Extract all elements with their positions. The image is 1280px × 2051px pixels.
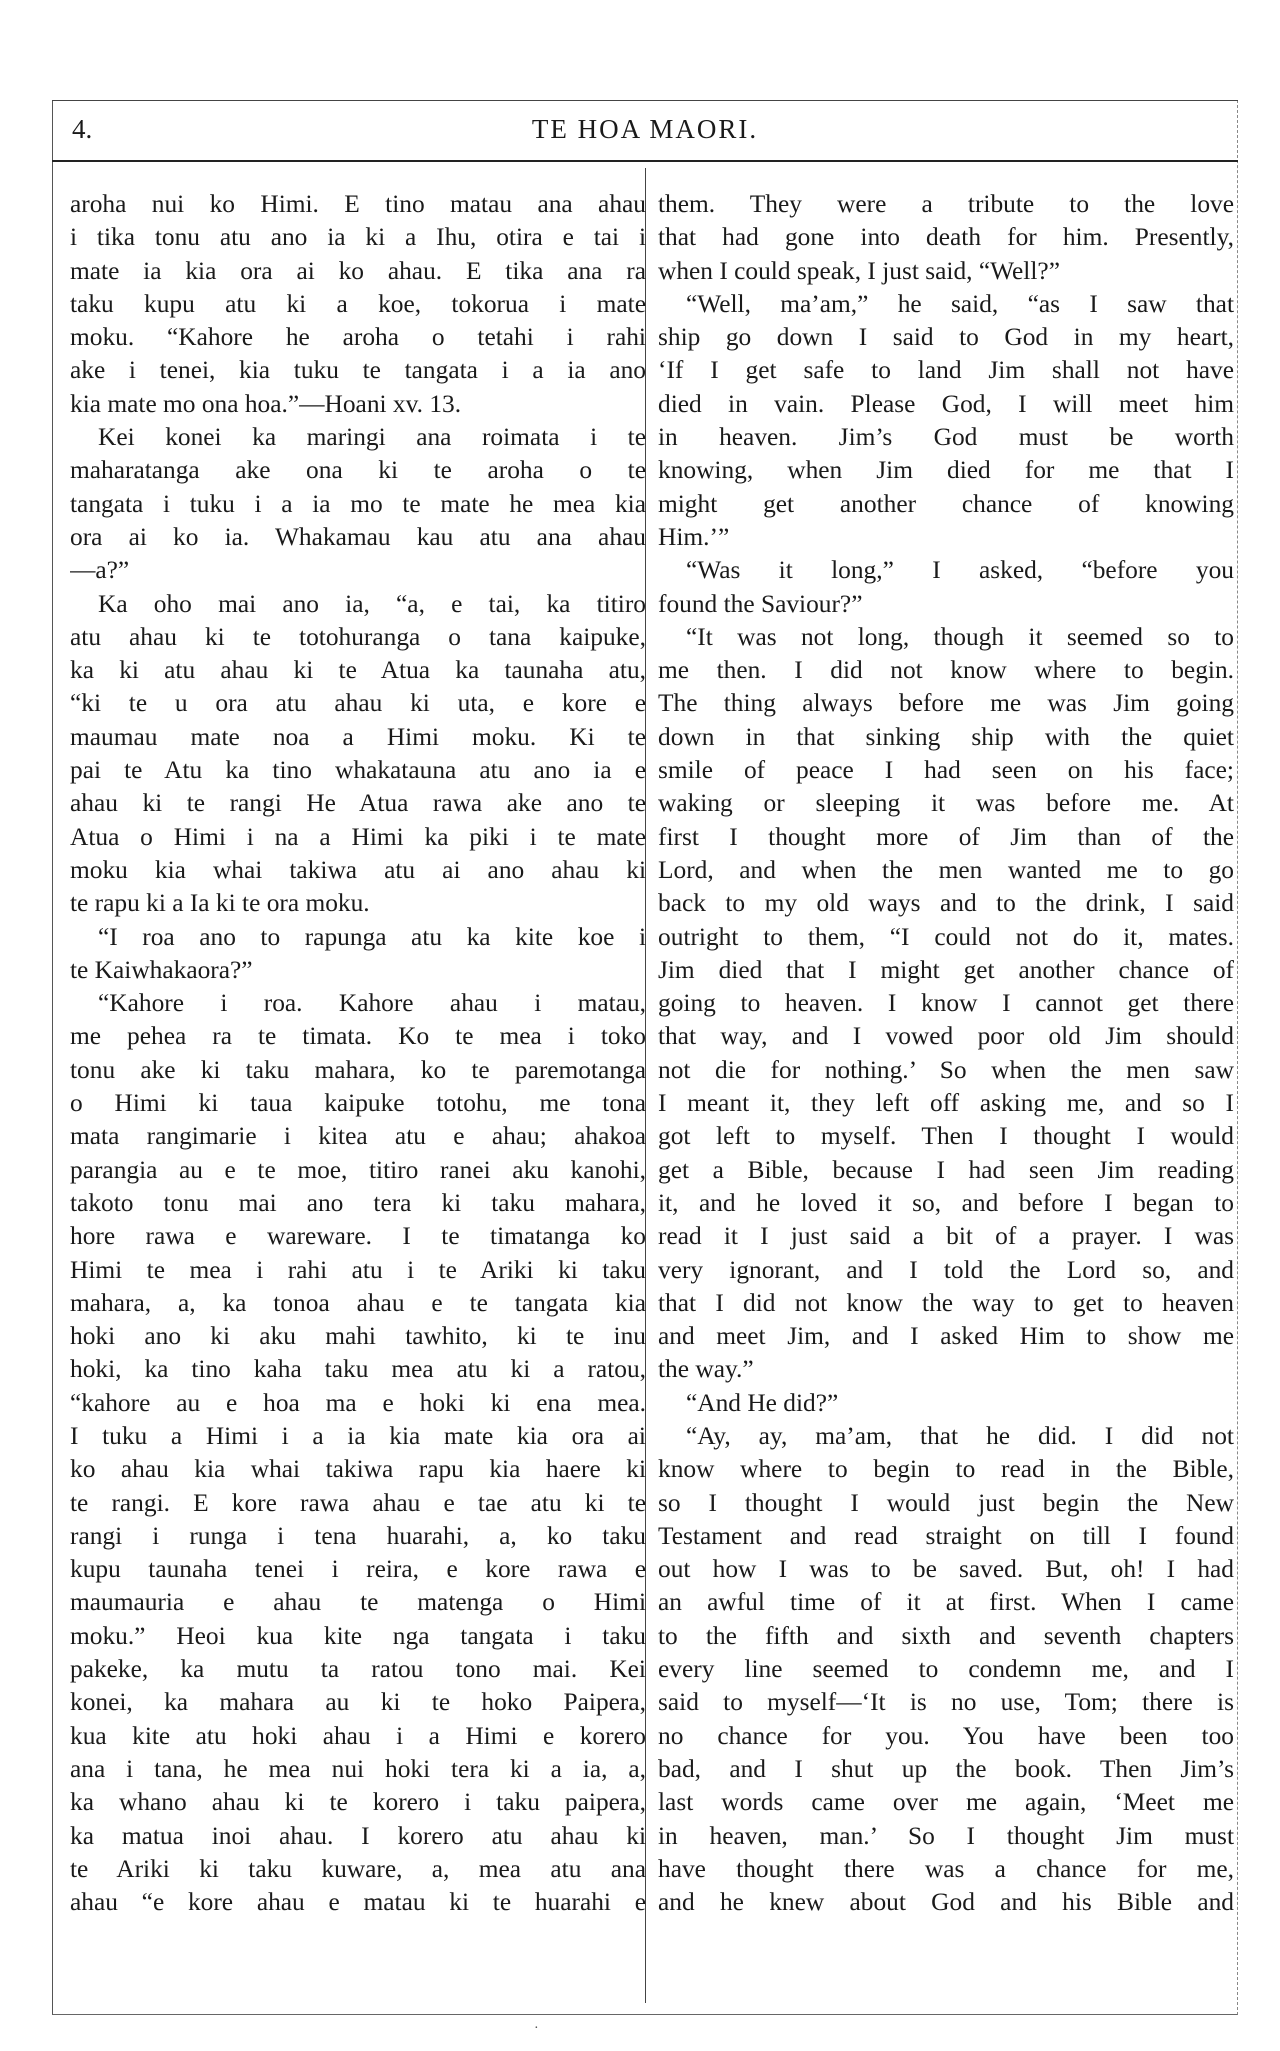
- text-line: ahau ki te rangi He Atua rawa ake ano te: [70, 789, 646, 818]
- text-line: that way, and I vowed poor old Jim should: [658, 1022, 1234, 1051]
- text-line: maumauria e ahau te matenga o Himi: [70, 1588, 646, 1617]
- text-line: out how I was to be saved. But, oh! I had: [658, 1555, 1234, 1584]
- text-line: konei, ka mahara au ki te hoko Paipera,: [70, 1688, 646, 1717]
- text-line: knowing, when Jim died for me that I: [658, 456, 1234, 485]
- text-line: i tika tonu atu ano ia ki a Ihu, otira e tai i: [70, 223, 646, 252]
- text-line: an awful time of it at first. When I came: [658, 1588, 1234, 1617]
- text-line: going to heaven. I know I cannot get there: [658, 989, 1234, 1018]
- text-line: te rapu ki a Ia ki te ora moku.: [70, 889, 370, 918]
- text-line: atu ahau ki te totohuranga o tana kaipuke,: [70, 622, 646, 651]
- text-line: got left to myself. Then I thought I would: [658, 1122, 1234, 1151]
- text-line: it, and he loved it so, and before I began to: [658, 1188, 1234, 1217]
- text-line: kua kite atu hoki ahau i a Himi e korero: [70, 1721, 646, 1750]
- text-line: read it I just said a bit of a prayer. I was: [658, 1222, 1234, 1251]
- text-line: ‘If I get safe to land Jim shall not have: [658, 356, 1234, 385]
- text-line: “I roa ano to rapunga atu ka kite koe i: [98, 922, 646, 951]
- text-line: have thought there was a chance for me,: [658, 1854, 1234, 1883]
- text-line: no chance for you. You have been too: [658, 1721, 1234, 1750]
- text-line: in heaven. Jim’s God must be worth: [658, 423, 1234, 452]
- text-line: waking or sleeping it was before me. At: [658, 789, 1234, 818]
- text-line: te rangi. E kore rawa ahau e tae atu ki te: [70, 1488, 646, 1517]
- text-line: The thing always before me was Jim going: [658, 689, 1234, 718]
- text-line: “Ay, ay, ma’am, that he did. I did not: [686, 1421, 1234, 1450]
- text-line: mahara, a, ka tonoa ahau e te tangata kia: [70, 1288, 646, 1317]
- text-line: —a?”: [70, 556, 130, 585]
- text-line: te Ariki ki taku kuware, a, mea atu ana: [70, 1854, 646, 1883]
- text-line: down in that sinking ship with the quiet: [658, 722, 1234, 751]
- text-line: “It was not long, though it seemed so to: [686, 622, 1234, 651]
- text-line: me then. I did not know where to begin.: [658, 656, 1234, 685]
- text-line: when I could speak, I just said, “Well?”: [658, 256, 1060, 285]
- text-line: ka ki atu ahau ki te Atua ka taunaha atu,: [70, 656, 646, 685]
- text-line: found the Saviour?”: [658, 589, 863, 618]
- text-line: me pehea ra te timata. Ko te mea i toko: [70, 1022, 646, 1051]
- text-line: Lord, and when the men wanted me to go: [658, 855, 1234, 884]
- text-line: rangi i runga i tena huarahi, a, ko taku: [70, 1521, 646, 1550]
- text-line: “Was it long,” I asked, “before you: [686, 556, 1234, 585]
- text-line: Kei konei ka maringi ana roimata i te: [98, 423, 646, 452]
- text-line: Himi te mea i rahi atu i te Ariki ki taku: [70, 1255, 646, 1284]
- text-line: hoki ano ki aku mahi tawhito, ki te inu: [70, 1322, 646, 1351]
- text-line: “Kahore i roa. Kahore ahau i matau,: [98, 989, 646, 1018]
- text-line: first I thought more of Jim than of the: [658, 822, 1234, 851]
- text-line: and meet Jim, and I asked Him to show me: [658, 1322, 1234, 1351]
- text-line: Him.’”: [658, 522, 730, 551]
- text-line: might get another chance of knowing: [658, 489, 1234, 518]
- text-line: not die for nothing.’ So when the men saw: [658, 1055, 1234, 1084]
- text-line: bad, and I shut up the book. Then Jim’s: [658, 1754, 1234, 1783]
- text-line: in heaven, man.’ So I thought Jim must: [658, 1821, 1234, 1850]
- text-line: the way.”: [658, 1355, 754, 1384]
- text-line: te Kaiwhakaora?”: [70, 955, 253, 984]
- text-line: ship go down I said to God in my heart,: [658, 323, 1234, 352]
- text-line: died in vain. Please God, I will meet him: [658, 389, 1234, 418]
- text-line: ka matua inoi ahau. I korero atu ahau ki: [70, 1821, 646, 1850]
- text-line: “ki te u ora atu ahau ki uta, e kore e: [70, 689, 646, 718]
- text-line: that had gone into death for him. Presently,: [658, 223, 1234, 252]
- text-line: hoki, ka tino kaha taku mea atu ki a ratou,: [70, 1355, 646, 1384]
- text-line: pai te Atu ka tino whakatauna atu ano ia e: [70, 756, 646, 785]
- text-line: Jim died that I might get another chance of: [658, 955, 1234, 984]
- text-line: tonu ake ki taku mahara, ko te paremotanga: [70, 1055, 646, 1084]
- ink-speck: ·: [534, 2021, 539, 2036]
- text-line: takoto tonu mai ano tera ki taku mahara,: [70, 1188, 646, 1217]
- text-line: “And He did?”: [686, 1388, 839, 1417]
- text-line: I tuku a Himi i a ia kia mate kia ora ai: [70, 1421, 646, 1450]
- text-line: “Well, ma’am,” he said, “as I saw that: [686, 289, 1234, 318]
- text-line: aroha nui ko Himi. E tino matau ana ahau: [70, 190, 646, 218]
- text-line: very ignorant, and I told the Lord so, and: [658, 1255, 1234, 1284]
- text-line: back to my old ways and to the drink, I said: [658, 889, 1234, 918]
- text-line: them. They were a tribute to the love: [658, 190, 1234, 218]
- text-line: I meant it, they left off asking me, and so I: [658, 1089, 1234, 1118]
- text-line: smile of peace I had seen on his face;: [658, 756, 1234, 785]
- text-line: ko ahau kia whai takiwa rapu kia haere ki: [70, 1455, 646, 1484]
- text-line: ana i tana, he mea nui hoki tera ki a ia, a,: [70, 1754, 646, 1783]
- text-line: o Himi ki taua kaipuke totohu, me tona: [70, 1089, 646, 1118]
- text-line: get a Bible, because I had seen Jim reading: [658, 1155, 1234, 1184]
- text-line: tangata i tuku i a ia mo te mate he mea kia: [70, 489, 646, 518]
- text-line: outright to them, “I could not do it, mates.: [658, 922, 1234, 951]
- text-line: moku. “Kahore he aroha o tetahi i rahi: [70, 323, 646, 352]
- text-line: know where to begin to read in the Bible,: [658, 1455, 1234, 1484]
- paper-title: TE HOA MAORI.: [531, 114, 759, 144]
- text-line: to the fifth and sixth and seventh chapters: [658, 1621, 1234, 1650]
- text-line: kupu taunaha tenei i reira, e kore rawa e: [70, 1555, 646, 1584]
- text-line: maumau mate noa a Himi moku. Ki te: [70, 722, 646, 751]
- text-line: and he knew about God and his Bible and: [658, 1888, 1234, 1917]
- text-line: moku kia whai takiwa atu ai ano ahau ki: [70, 855, 646, 884]
- top-rule: [52, 100, 1238, 101]
- text-line: that I did not know the way to get to heaven: [658, 1288, 1234, 1317]
- text-line: ahau “e kore ahau e matau ki te huarahi e: [70, 1888, 646, 1917]
- right-column: [658, 188, 1234, 1919]
- text-line: ka whano ahau ki te korero i taku paipera,: [70, 1788, 646, 1817]
- page-header: [52, 104, 1238, 162]
- text-line: maharatanga ake ona ki te aroha o te: [70, 456, 646, 485]
- text-line: moku.” Heoi kua kite nga tangata i taku: [70, 1621, 646, 1650]
- text-line: Atua o Himi i na a Himi ka piki i te mate: [70, 822, 646, 851]
- text-line: ora ai ko ia. Whakamau kau atu ana ahau: [70, 522, 646, 551]
- page-number: 4.: [72, 114, 93, 144]
- text-line: pakeke, ka mutu ta ratou tono mai. Kei: [70, 1655, 646, 1684]
- text-line: said to myself—‘It is no use, Tom; there is: [658, 1688, 1234, 1717]
- text-line: “kahore au e hoa ma e hoki ki ena mea.: [70, 1388, 646, 1417]
- text-line: Ka oho mai ano ia, “a, e tai, ka titiro: [98, 589, 646, 618]
- text-line: Testament and read straight on till I found: [658, 1521, 1234, 1550]
- text-line: ake i tenei, kia tuku te tangata i a ia ano: [70, 356, 646, 385]
- text-line: mata rangimarie i kitea atu e ahau; ahakoa: [70, 1122, 646, 1151]
- left-column: [70, 188, 646, 1919]
- text-line: mate ia kia ora ai ko ahau. E tika ana ra: [70, 256, 646, 285]
- text-line: taku kupu atu ki a koe, tokorua i mate: [70, 289, 646, 318]
- text-line: so I thought I would just begin the New: [658, 1488, 1234, 1517]
- text-line: hore rawa e wareware. I te timatanga ko: [70, 1222, 646, 1251]
- text-line: parangia au e te moe, titiro ranei aku kanohi,: [70, 1155, 646, 1184]
- text-line: last words came over me again, ‘Meet me: [658, 1788, 1234, 1817]
- text-line: kia mate mo ona hoa.”—Hoani xv. 13.: [70, 389, 462, 418]
- text-line: every line seemed to condemn me, and I: [658, 1655, 1234, 1684]
